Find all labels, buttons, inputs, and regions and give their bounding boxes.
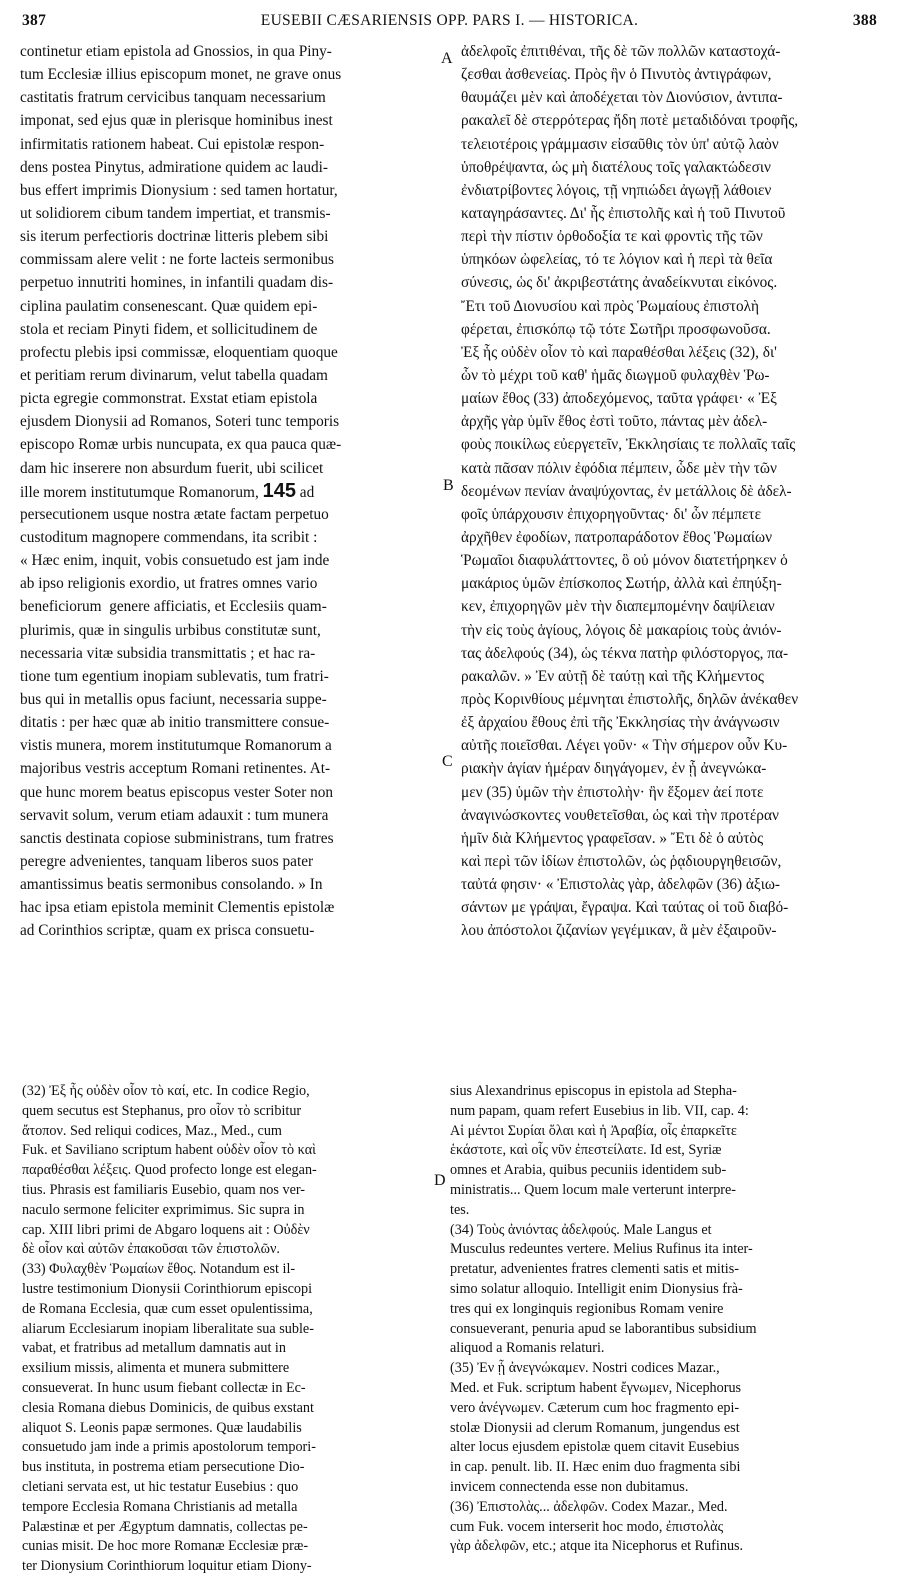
footnote-line: cunias misit. De hoc more Romanæ Ecclesiæ præ- bbox=[22, 1538, 309, 1555]
footnote-line: tres qui ex longinquis regionibus Romam venire bbox=[450, 1300, 724, 1317]
latin-text-line: ditatis : per hæc quæ ab initio transmittere consue- bbox=[20, 714, 330, 732]
footnote-line: tempore Ecclesia Romana Christianis ad metalla bbox=[22, 1498, 298, 1515]
footnote-line: aliquot S. Leonis papæ sermones. Quæ laudabilis bbox=[22, 1419, 302, 1436]
latin-text-line: perpetuo innutriti homines, in infantili quadam dis- bbox=[20, 274, 334, 292]
latin-text-line: majoribus vestris acceptum Romani retinentes. At- bbox=[20, 760, 331, 778]
footnote-line: lustre testimonium Dionysii Corinthiorum episcopi bbox=[22, 1280, 313, 1297]
latin-text-line: vistis munera, morem institutumque Romanorum a bbox=[20, 737, 332, 755]
footnote-line: sius Alexandrinus episcopus in epistola ad Stepha- bbox=[450, 1083, 737, 1099]
footnote-line: pretatur, advenientes fratres clementi satis et mitis- bbox=[450, 1261, 739, 1278]
latin-text-line: ciplina paulatim consenescant. Quæ quidem epi- bbox=[20, 297, 318, 315]
latin-text-line: amantissimus beatis sermonibus consolando. » In bbox=[20, 876, 323, 894]
footnote-line: clesia Romana diebus Dominicis, de quibus exstant bbox=[22, 1399, 314, 1416]
margin-letter-d: D bbox=[434, 1172, 446, 1189]
greek-text-line: σάντων με γράψαι, ἔγραψα. Καὶ ταύτας οἱ τοῦ διαβό- bbox=[461, 899, 789, 917]
greek-text-line: σύνεσις, ὡς δι' ἀκριβεστάτης ἀναδείκνυται εἰκόνος. bbox=[461, 274, 778, 292]
latin-text-line: sanctis destinata copiose subministrans, tum fratres bbox=[20, 829, 334, 847]
footnote-line: naculo sermone feliciter exprimimus. Sic supra in bbox=[22, 1201, 305, 1218]
latin-text-line: tione tum egentium inopiam sublevatis, tum fratri- bbox=[20, 667, 329, 685]
greek-text-line: ὑπηκόων ὠφελείας, τό τε λόγιον καὶ ἡ περὶ τὰ θεῖα bbox=[461, 251, 773, 269]
greek-text-line: τὴν εἰς τοὺς ἁγίους, λόγοις δὲ μακαρίοις τοὺς ἀνιόν- bbox=[461, 621, 782, 639]
greek-text-line: περὶ τὴν πίστιν ὀρθοδοξία τε καὶ φροντὶς τῆς τῶν bbox=[461, 228, 763, 246]
folio-number: 145 bbox=[262, 479, 296, 502]
latin-text-line: persecutionem usque nostra ætate factam perpetuo bbox=[20, 505, 329, 523]
footnote-line: quem secutus est Stephanus, pro οἷον τὸ scribitur bbox=[22, 1102, 302, 1119]
greek-text-line: λου ἀπόστολοι ζιζανίων γεγέμικαν, ἃ μὲν ἐξαιροῦν- bbox=[461, 922, 777, 940]
greek-text-line: ριακὴν ἁγίαν ἡμέραν διηγάγομεν, ἐν ᾗ ἀνεγνώκα- bbox=[461, 760, 767, 778]
footnote-line: cum Fuk. vocem interserit hoc modo, ἐπιστολὰς bbox=[450, 1518, 724, 1535]
line-text: ille morem institutumque Romanorum, bbox=[20, 483, 263, 501]
latin-text-line: ut solidiorem cibum tandem impertiat, et transmis- bbox=[20, 204, 331, 222]
greek-text-line: φοὺς ποικίλως εὐεργετεῖν, Ἐκκλησίαις τε πολλαῖς ταῖς bbox=[461, 436, 796, 454]
footnote-line: invicem connectenda esse non dubitamus. bbox=[450, 1478, 689, 1495]
footnote-line: cap. XIII libri primi de Abgaro loquens ait : Οὐδὲν bbox=[22, 1221, 310, 1238]
footnote-line: in cap. penult. lib. II. Hæc enim duo fragmenta sibi bbox=[450, 1459, 741, 1476]
greek-text-line: Ἐξ ἧς οὐδὲν οἷον τὸ καὶ παραθέσθαι λέξεις (32), δι' bbox=[461, 343, 777, 361]
footnote-line: (36) Ἐπιστολὰς... ἀδελφῶν. Codex Mazar., Med. bbox=[450, 1498, 728, 1515]
footnote-line: bus instituta, in postrema etiam persecutione Dio- bbox=[22, 1459, 305, 1476]
greek-text-line: Ῥωμαῖοι διαφυλάττοντες, ὃ οὐ μόνον διατετήρηκεν ὁ bbox=[461, 552, 788, 570]
greek-text-line: αὐτῆς ποιεῖσθαι. Λέγει γοῦν· « Τὴν σήμερον οὖν Κυ- bbox=[461, 737, 788, 755]
footnote-line: de Romana Ecclesia, quæ cum esset opulentissima, bbox=[22, 1300, 313, 1317]
latin-text-line: sis iterum perfectioris doctrinæ litteris plebem sibi bbox=[20, 228, 329, 246]
greek-text-line: ἐξ ἀρχαίου ἔθους ἐπὶ τῆς Ἐκκλησίας τὴν ἀνάγνωσιν bbox=[461, 714, 780, 732]
greek-text-line: κεν, ἐπιχορηγῶν μὲν τὴν διαπεμπομένην δαψίλειαν bbox=[461, 598, 775, 616]
footnote-line: simo solatur alloquio. Intelligit enim Dionysius frà- bbox=[450, 1280, 743, 1297]
latin-text-line: et peritiam rerum divinarum, velut tabella quadam bbox=[20, 366, 328, 384]
greek-text-line: ἐνδιατρίβοντες λόγοις, τῇ νηπιώδει ἀγωγῇ λάθοιεν bbox=[461, 181, 772, 199]
greek-text-line: μαίων ἔθος (33) ἀποδεχόμενος, ταῦτα γράφει· « Ἐξ bbox=[461, 390, 777, 408]
latin-text-line: servavit solum, verum etiam adauxit : tum munera bbox=[20, 806, 329, 824]
footnote-line: vabat, et fratribus ad metallum damnatis aut in bbox=[22, 1340, 286, 1357]
latin-text-line: dens postea Pinytus, admiratione quidem ac laudi- bbox=[20, 158, 328, 176]
greek-text-line: δεομένων πενίαν ἀναψύχοντας, ἐν μετάλλοις δὲ ἀδελ- bbox=[461, 482, 792, 500]
page-number-right: 388 bbox=[852, 12, 877, 29]
margin-letter-c: C bbox=[442, 753, 453, 770]
greek-text-line: μεν (35) ὑμῶν τὴν ἐπιστολὴν· ἣν ἕξομεν ἀεί ποτε bbox=[461, 783, 764, 801]
footnote-line: consuetudo jam inde a primis apostolorum tempori- bbox=[22, 1439, 316, 1456]
greek-text-line: θαυμάζει μὲν καὶ ἀποδέχεται τὸν Διονύσιον, ἀντιπα- bbox=[461, 89, 783, 107]
latin-text-line: peregre advenientes, tanquam liberos suos pater bbox=[20, 852, 314, 870]
greek-main-column bbox=[461, 40, 881, 942]
footnote-line: ἑκάστοτε, καὶ οἷς νῦν ἐπεστείλατε. Id est, Syriæ bbox=[450, 1142, 722, 1159]
footnote-line: Musculus redeuntes vertere. Melius Rufinus ita inter- bbox=[450, 1241, 753, 1258]
margin-letter-a: A bbox=[441, 50, 453, 67]
latin-text-line: stola et reciam Pinyti fidem, et sollicitudinem de bbox=[20, 320, 318, 338]
greek-text-line: ἀναγινώσκοντες νουθετεῖσθαι, ὡς καὶ τὴν προτέραν bbox=[461, 806, 779, 824]
footnote-line: consueverat. In hunc usum fiebant collectæ in Ec- bbox=[22, 1379, 306, 1396]
footnote-line: Med. et Fuk. scriptum habent ἔγνωμεν, Nicephorus bbox=[450, 1379, 742, 1396]
footnote-line: num papam, quam refert Eusebius in lib. VII, cap. 4: bbox=[450, 1102, 749, 1119]
latin-text-line: bus qui in metallis opus faciunt, necessaria suppe- bbox=[20, 690, 327, 708]
greek-text-line: καταγηράσαντες. Δι' ἧς ἐπιστολῆς καὶ ἡ τοῦ Πινυτοῦ bbox=[461, 204, 786, 222]
greek-text-line: καὶ περὶ τῶν ἰδίων ἐπιστολῶν, ὡς ῥᾳδιουργηθεισῶν, bbox=[461, 852, 782, 870]
footnote-line: cletiani servata est, ut hic testatur Eusebius : quo bbox=[22, 1478, 299, 1495]
greek-text-line: μακάριος ὑμῶν ἐπίσκοπος Σωτήρ, ἀλλὰ καὶ ἐπηύξη- bbox=[461, 575, 782, 593]
greek-text-line: φέρεται, ἐπισκόπῳ τῷ τότε Σωτῆρι προσφωνοῦσα. bbox=[461, 320, 771, 338]
greek-text-line: ζεσθαι ἀσθενείας. Πρὸς ἣν ὁ Πινυτὸς ἀντιγράφων, bbox=[461, 66, 772, 84]
latin-text-line: necessaria vitæ subsidia transmittatis ; et hac ra- bbox=[20, 644, 316, 662]
latin-text-line: tum Ecclesiæ illius episcopum monet, ne grave onus bbox=[20, 66, 342, 84]
footnote-line: παραθέσθαι λέξεις. Quod profecto longe est elegan- bbox=[22, 1162, 317, 1179]
latin-text-line: ab ipso religionis exordio, ut fratres omnes vario bbox=[20, 575, 318, 593]
margin-letter-b: B bbox=[443, 477, 454, 494]
latin-text-line: hac ipsa etiam epistola meminit Clementis epistolæ bbox=[20, 899, 335, 917]
greek-text-line: ρακαλῶν. » Ἐν αὐτῇ δὲ ταύτῃ καὶ τῆς Κλήμεντος bbox=[461, 667, 764, 685]
latin-text-line: que hunc morem beatus episcopus vester Soter non bbox=[20, 783, 334, 801]
greek-text-line: τελειοτέροις γράμμασιν εἰσαῦθις τὸν ὑπ' αὐτῷ λαὸν bbox=[461, 135, 779, 153]
footnote-line: omnes et Arabia, quibus pecuniis identidem sub- bbox=[450, 1162, 727, 1179]
footnotes-left-column bbox=[22, 1082, 440, 1577]
greek-text-line: ἀδελφοῖς ἐπιτιθέναι, τῆς δὲ τῶν πολλῶν καταστοχά- bbox=[461, 43, 781, 60]
greek-text-line: ἀρχῆς γὰρ ὑμῖν ἔθος ἐστὶ τοῦτο, πάντας μὲν ἀδελ- bbox=[461, 413, 768, 431]
footnote-line: ministratis... Quem locum male verterunt interpre- bbox=[450, 1181, 737, 1198]
footnotes-right-column bbox=[450, 1082, 882, 1557]
latin-text-line: ad Corinthios scriptæ, quam ex prisca consuetu- bbox=[20, 922, 315, 940]
latin-text-line: continetur etiam epistola ad Gnossios, in qua Piny- bbox=[20, 43, 332, 60]
latin-text-line: picta egregie commonstrat. Exstat etiam epistola bbox=[20, 390, 318, 408]
footnote-line: tius. Phrasis est familiaris Eusebio, quam nos ver- bbox=[22, 1181, 306, 1198]
footnote-line: consueverant, penuria apud se laborantibus subsidium bbox=[450, 1320, 757, 1337]
latin-text-line: profectu plebis ipsi commissæ, eloquentiam quoque bbox=[20, 343, 338, 361]
greek-text-line: πρὸς Κορινθίους μέμνηται ἐπιστολῆς, δηλῶν ἀνέκαθεν bbox=[461, 690, 799, 708]
greek-text-line: κατὰ πᾶσαν πόλιν ἐφόδια πέμπειν, ὧδε μὲν τὴν τῶν bbox=[461, 459, 777, 477]
footnote-line: (33) Φυλαχθὲν Ῥωμαίων ἔθος. Notandum est il- bbox=[22, 1261, 296, 1278]
line-text: ad bbox=[295, 483, 315, 501]
footnote-line: exsilium missis, alimenta et munera submittere bbox=[22, 1360, 290, 1377]
footnote-line: δὲ οἷον καὶ αὐτῶν ἐπακοῦσαι τῶν ἐπιστολῶν. bbox=[22, 1241, 280, 1258]
latin-text-line: ejusdem Dionysii ad Romanos, Soteri tunc temporis bbox=[20, 413, 340, 431]
latin-text-line: beneficiorum genere afficiatis, et Ecclesiis quam- bbox=[20, 598, 327, 616]
greek-text-line: ταὐτά φησιν· « Ἐπιστολὰς γὰρ, ἀδελφῶν (36) ἀξιω- bbox=[461, 876, 781, 894]
page-number-left: 387 bbox=[22, 12, 47, 29]
greek-text-line: ρακαλεῖ δὲ στερρότερας ἤδη ποτὲ μεταδιδόναι τροφῆς, bbox=[461, 112, 799, 130]
footnote-line: Αἱ μέντοι Συρίαι ὅλαι καὶ ἡ Ἀραβία, οἷς ἐπαρκεῖτε bbox=[450, 1122, 737, 1139]
latin-text-line bbox=[20, 480, 438, 503]
footnote-line: ἄτοπον. Sed reliqui codices, Maz., Med., cum bbox=[22, 1122, 282, 1139]
latin-text-line: plurimis, quæ in singulis urbibus constitutæ sunt, bbox=[20, 621, 321, 639]
greek-text-line: ὑποθρέψαντα, ὡς μὴ διατέλους τοῖς γαλακτώδεσιν bbox=[461, 158, 771, 176]
latin-text-line: episcopo Romæ urbis nuncupata, ex qua pauca quæ- bbox=[20, 436, 342, 454]
footnote-line: γὰρ ἀδελφῶν, etc.; atque ita Nicephorus et Rufinus. bbox=[450, 1538, 744, 1555]
footnote-line: stolæ Dionysii ad clerum Romanum, jungendus est bbox=[450, 1419, 740, 1436]
footnote-line: aliquod a Romanis relaturi. bbox=[450, 1340, 605, 1357]
greek-text-line: Ἔτι τοῦ Διονυσίου καὶ πρὸς Ῥωμαίους ἐπιστολὴ bbox=[461, 297, 760, 315]
footnote-line: vero ἀνέγνωμεν. Cæterum cum hoc fragmento epi- bbox=[450, 1399, 740, 1416]
footnote-line: tes. bbox=[450, 1201, 470, 1218]
latin-text-line: custoditum magnopere commendans, ita scribit : bbox=[20, 528, 318, 546]
footnote-line: alter locus ejusdem epistolæ quem citavit Eusebius bbox=[450, 1439, 740, 1456]
footnote-line: Fuk. et Saviliano scriptum habent οὐδὲν οἷον τὸ καὶ bbox=[22, 1142, 316, 1159]
footnote-line: (35) Ἐν ᾗ ἀνεγνώκαμεν. Nostri codices Mazar., bbox=[450, 1360, 720, 1377]
latin-main-column bbox=[20, 40, 438, 942]
footnote-line: Palæstinæ et per Ægyptum damnatis, collectas pe- bbox=[22, 1518, 308, 1535]
greek-text-line: ἀρχῆθεν ἐφοδίων, πατροπαράδοτον ἔθος Ῥωμαίων bbox=[461, 528, 773, 546]
footnote-line: aliarum Ecclesiarum inopiam liberalitate sua suble- bbox=[22, 1320, 314, 1337]
latin-text-line: castitatis fratrum cervicibus tanquam necessarium bbox=[20, 89, 326, 107]
greek-text-line: τας ἀδελφούς (34), ὡς τέκνα πατὴρ φιλόστοργος, πα- bbox=[461, 644, 789, 662]
latin-text-line: imponat, sed ejus quæ in plerisque hominibus inest bbox=[20, 112, 333, 130]
latin-text-line: infirmitatis rationem habeat. Cui epistolæ respon- bbox=[20, 135, 325, 153]
footnote-line: ter Dionysium Corinthiorum loquitur etiam Diony- bbox=[22, 1558, 312, 1575]
latin-text-line: bus effert imprimis Dionysium : sed tamen hortatur, bbox=[20, 181, 338, 199]
running-header bbox=[22, 6, 877, 38]
footnote-line: (32) Ἐξ ἧς οὐδὲν οἷον τὸ καί, etc. In codice Regio, bbox=[22, 1083, 310, 1099]
latin-text-line: dam hic inserere non absurdum fuerit, ubi scilicet bbox=[20, 459, 324, 477]
greek-text-line: φοῖς ὑπάρχουσιν ἐπιχορηγοῦντας· δι' ὧν πέμπετε bbox=[461, 505, 762, 523]
latin-text-line: « Hæc enim, inquit, vobis consuetudo est jam inde bbox=[20, 552, 330, 570]
footnote-line: (34) Τοὺς ἀνιόντας ἀδελφούς. Male Langus et bbox=[450, 1221, 712, 1238]
latin-text-line: commissam alere velit : ne forte lacteis sermonibus bbox=[20, 251, 334, 269]
running-title: EUSEBII CÆSARIENSIS OPP. PARS I. — HISTORICA. bbox=[260, 12, 639, 29]
greek-text-line: ἡμῖν διὰ Κλήμεντος γραφεῖσαν. » Ἔτι δὲ ὁ αὐτὸς bbox=[461, 829, 764, 847]
greek-text-line: ὧν τὸ μέχρι τοῦ καθ' ἡμᾶς διωγμοῦ φυλαχθὲν Ῥω- bbox=[461, 366, 770, 384]
